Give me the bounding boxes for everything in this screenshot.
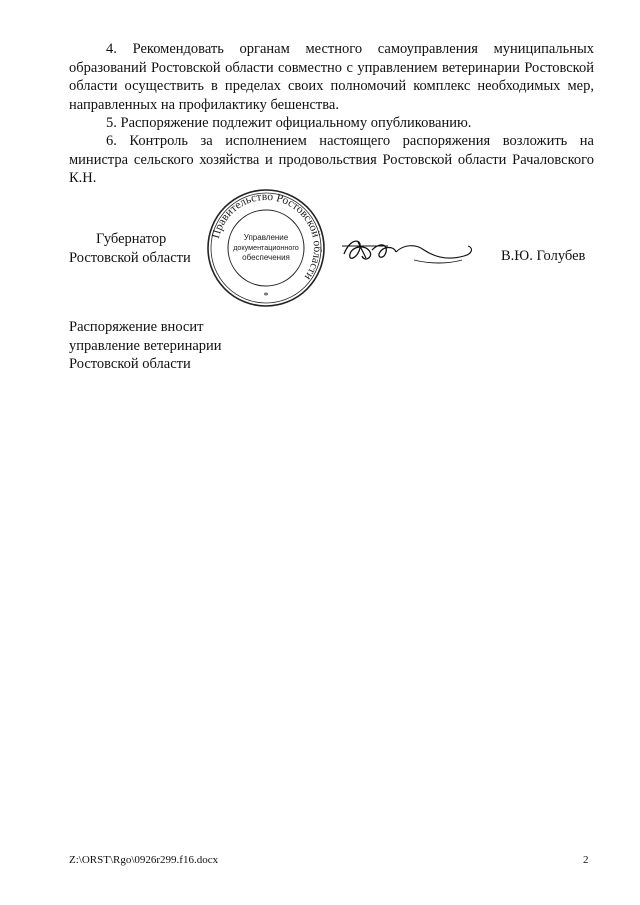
handwritten-signature bbox=[340, 232, 475, 272]
signatory-title bbox=[69, 230, 191, 268]
file-path: Z:\ORST\Rgo\0926r299.f16.docx bbox=[69, 854, 219, 866]
submitter-note-line1: Распоряжение вносит bbox=[69, 319, 204, 335]
paragraph-4-text: 4. Рекомендовать органам местного самоуправления муниципальных образований Ростовской области совместно с управлением ветеринарии Ростовской области осуществить в пределах своих полномочий комплекс необходимых мер, направленных на профилактику бешенства. bbox=[69, 41, 594, 113]
seal-outer-text: Правительство Ростовской области bbox=[210, 190, 324, 283]
paragraph-5-text: 5. Распоряжение подлежит официальному опубликованию. bbox=[106, 115, 472, 131]
signatory-title-line2: Ростовской области bbox=[69, 250, 191, 266]
seal-star: * bbox=[263, 291, 269, 302]
submitter-note bbox=[69, 318, 222, 374]
seal-inner-line2: документационного bbox=[233, 243, 299, 252]
official-seal bbox=[206, 188, 326, 308]
signatory-name: В.Ю. Голубев bbox=[501, 248, 586, 264]
paragraph-5 bbox=[69, 114, 594, 133]
page-number: 2 bbox=[583, 854, 589, 866]
signatory-title-line1: Губернатор bbox=[96, 231, 167, 247]
submitter-note-line2: управление ветеринарии bbox=[69, 337, 222, 354]
paragraph-6-text: 6. Контроль за исполнением настоящего распоряжения возложить на министра сельского хозяйства и продовольствия Ростовской области Рачаловского К.Н. bbox=[69, 133, 594, 186]
seal-inner-line1: Управление bbox=[243, 233, 289, 242]
seal-inner-line3: обеспечения bbox=[242, 253, 290, 262]
paragraph-4 bbox=[69, 40, 594, 114]
submitter-note-line3: Ростовской области bbox=[69, 356, 191, 372]
paragraph-6 bbox=[69, 132, 594, 188]
